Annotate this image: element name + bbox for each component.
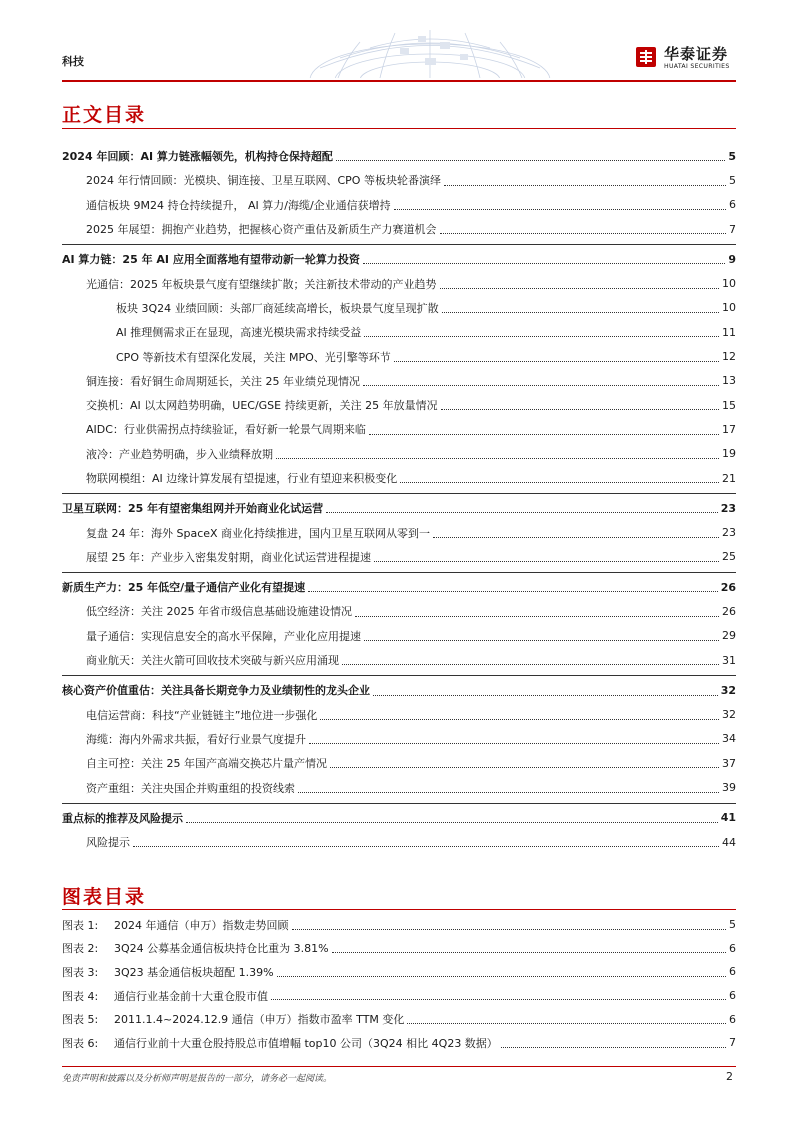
toc-entry[interactable] xyxy=(62,442,736,466)
toc-page-number: 13 xyxy=(722,374,736,388)
figure-number: 图表 4: xyxy=(62,989,99,1003)
figure-page-number: 7 xyxy=(729,1036,736,1050)
figure-title: 3Q24 公募基金通信板块持仓比重为 3.81% xyxy=(114,942,329,956)
toc-entry-title: 2024 年行情回顾：光模块、铜连接、卫星互联网、CPO 等板块轮番演绎 xyxy=(86,174,441,188)
toc-leader-dots xyxy=(363,263,726,264)
toc-page-number: 44 xyxy=(722,835,736,849)
toc-entry[interactable] xyxy=(62,296,736,320)
toc-page-number: 9 xyxy=(728,252,736,266)
toc-heading-rule xyxy=(62,128,736,129)
toc-entry[interactable] xyxy=(62,775,736,799)
toc-page-number: 21 xyxy=(722,471,736,485)
page-number: 2 xyxy=(726,1070,733,1083)
figure-entry[interactable] xyxy=(62,1007,736,1031)
toc-leader-dots xyxy=(442,312,719,313)
toc-page-number: 7 xyxy=(729,222,736,236)
logo-chinese-name: 华泰证券 xyxy=(664,45,729,63)
figure-entry[interactable] xyxy=(62,984,736,1008)
toc-page-number: 23 xyxy=(722,526,736,540)
toc-entry-title: 核心资产价值重估：关注具备长期竞争力及业绩韧性的龙头企业 xyxy=(62,684,370,698)
toc-page-number: 39 xyxy=(722,781,736,795)
toc-leader-dots xyxy=(440,233,727,234)
huatai-logo-icon xyxy=(634,45,658,69)
toc-entry-title: 2025 年展望：拥抱产业趋势，把握核心资产重估及新质生产力赛道机会 xyxy=(86,223,437,237)
toc-page-number: 29 xyxy=(722,629,736,643)
toc-leader-dots xyxy=(364,336,719,337)
toc-page-number: 26 xyxy=(720,580,736,594)
toc-heading: 正文目录 xyxy=(62,104,147,126)
toc-page-number: 15 xyxy=(722,398,736,412)
toc-leader-dots xyxy=(363,385,719,386)
toc-entry-title: AI 推理侧需求正在显现，高速光模块需求持续受益 xyxy=(116,326,362,340)
figure-page-number: 6 xyxy=(729,941,736,955)
footer-divider xyxy=(62,1066,736,1067)
toc-page-number: 17 xyxy=(722,422,736,436)
toc-page-number: 25 xyxy=(722,550,736,564)
toc-entry[interactable] xyxy=(62,703,736,727)
toc-entry[interactable] xyxy=(62,599,736,623)
toc-entry-title: 展望 25 年：产业步入密集发射期，商业化试运营进程提速 xyxy=(86,550,371,564)
figure-number: 图表 5: xyxy=(62,1013,99,1027)
toc-group-rule xyxy=(62,803,736,804)
toc-entry[interactable] xyxy=(62,545,736,569)
toc-entry-title: AI 算力链：25 年 AI 应用全面落地有望带动新一轮算力投资 xyxy=(62,253,360,267)
toc-entry-title: AIDC：行业供需拐点持续验证，看好新一轮景气周期来临 xyxy=(86,423,366,437)
toc-page-number: 31 xyxy=(722,653,736,667)
figure-page-number: 5 xyxy=(729,918,736,932)
toc-entry-title: 商业航天：关注火箭可回收技术突破与新兴应用涌现 xyxy=(86,654,339,668)
toc-leader-dots xyxy=(342,664,719,665)
footer-disclaimer: 免责声明和披露以及分析师声明是报告的一部分，请务必一起阅读。 xyxy=(62,1074,333,1084)
toc-leader-dots xyxy=(336,160,725,161)
toc-entry-title: 液冷：产业趋势明确，步入业绩释放期 xyxy=(86,447,273,461)
toc-leader-dots xyxy=(433,537,719,538)
figure-number: 图表 1: xyxy=(62,918,99,932)
figure-leader-dots xyxy=(277,976,726,977)
figure-entry[interactable] xyxy=(62,960,736,984)
figure-leader-dots xyxy=(332,952,726,953)
toc-entry[interactable] xyxy=(62,217,736,241)
toc-entry[interactable] xyxy=(62,496,736,520)
toc-page-number: 32 xyxy=(720,683,736,697)
toc-leader-dots xyxy=(374,561,719,562)
toc-entry[interactable] xyxy=(62,466,736,490)
toc-leader-dots xyxy=(186,822,718,823)
toc-entry-title: 2024 年回顾：AI 算力链涨幅领先，机构持仓保持超配 xyxy=(62,150,333,164)
toc-group-rule xyxy=(62,493,736,494)
logo-english-name: HUATAI SECURITIES xyxy=(664,63,730,70)
toc-page-number: 11 xyxy=(722,325,736,339)
toc-entry[interactable] xyxy=(62,678,736,702)
figure-number: 图表 6: xyxy=(62,1036,99,1050)
section-label: 科技 xyxy=(62,55,84,68)
toc-entry[interactable] xyxy=(62,247,736,271)
toc-entry[interactable] xyxy=(62,727,736,751)
toc-entry-title: 重点标的推荐及风险提示 xyxy=(62,811,183,825)
figure-title: 2024 年通信（申万）指数走势回顾 xyxy=(114,918,289,932)
toc-leader-dots xyxy=(373,695,718,696)
toc-entry[interactable] xyxy=(62,393,736,417)
toc-leader-dots xyxy=(308,591,718,592)
toc-group-rule xyxy=(62,244,736,245)
figure-leader-dots xyxy=(292,929,727,930)
toc-entry[interactable] xyxy=(62,830,736,854)
toc-entry[interactable] xyxy=(62,624,736,648)
huatai-logo xyxy=(634,44,738,74)
toc-page-number: 34 xyxy=(722,732,736,746)
toc-leader-dots xyxy=(364,640,719,641)
figure-entry[interactable] xyxy=(62,1031,736,1055)
toc-page-number: 10 xyxy=(722,301,736,315)
toc-group-rule xyxy=(62,675,736,676)
toc-entry[interactable] xyxy=(62,520,736,544)
toc-page-number: 32 xyxy=(722,708,736,722)
toc-entry[interactable] xyxy=(62,193,736,217)
toc-page-number: 5 xyxy=(728,149,736,163)
toc-entry-title: 铜连接：看好铜生命周期延长，关注 25 年业绩兑现情况 xyxy=(86,374,360,388)
toc-entry[interactable] xyxy=(62,417,736,441)
figure-title: 3Q23 基金通信板块超配 1.39% xyxy=(114,965,274,979)
toc-entry[interactable] xyxy=(62,320,736,344)
toc-leader-dots xyxy=(320,719,719,720)
toc-entry-title: 电信运营商：科技“产业链链主”地位进一步强化 xyxy=(86,708,318,722)
toc-leader-dots xyxy=(394,361,719,362)
toc-entry[interactable] xyxy=(62,144,736,168)
toc-leader-dots xyxy=(309,743,719,744)
figure-page-number: 6 xyxy=(729,965,736,979)
globe-watermark-icon xyxy=(300,28,560,78)
figure-leader-dots xyxy=(271,999,726,1000)
toc-leader-dots xyxy=(440,288,720,289)
toc-page-number: 10 xyxy=(722,277,736,291)
toc-page-number: 37 xyxy=(722,756,736,770)
toc-page-number: 5 xyxy=(729,173,736,187)
list-of-figures xyxy=(62,913,736,1055)
toc-entry[interactable] xyxy=(62,344,736,368)
toc-entry-title: 卫星互联网：25 年有望密集组网并开始商业化试运营 xyxy=(62,502,324,516)
figures-heading-rule xyxy=(62,909,736,910)
toc-entry-title: 海缆：海内外需求共振，看好行业景气度提升 xyxy=(86,732,306,746)
figure-leader-dots xyxy=(407,1023,726,1024)
toc-page-number: 19 xyxy=(722,447,736,461)
header-divider xyxy=(62,80,736,82)
toc-entry[interactable] xyxy=(62,271,736,295)
toc-leader-dots xyxy=(326,512,718,513)
figure-title: 2011.1.4~2024.12.9 通信（申万）指数市盈率 TTM 变化 xyxy=(114,1013,405,1027)
figure-entry[interactable] xyxy=(62,937,736,961)
toc-page-number: 12 xyxy=(722,350,736,364)
toc-entry[interactable] xyxy=(62,575,736,599)
figure-number: 图表 2: xyxy=(62,942,99,956)
toc-page-number: 23 xyxy=(720,501,736,515)
toc-leader-dots xyxy=(133,846,719,847)
toc-entry[interactable] xyxy=(62,806,736,830)
toc-leader-dots xyxy=(441,409,719,410)
figure-page-number: 6 xyxy=(729,989,736,1003)
toc-entry-title: 物联网模组：AI 边缘计算发展有望提速，行业有望迎来积极变化 xyxy=(86,472,398,485)
toc-entry-title: CPO 等新技术有望深化发展，关注 MPO、光引擎等环节 xyxy=(116,350,391,364)
toc-entry-title: 低空经济：关注 2025 年省市级信息基础设施建设情况 xyxy=(86,605,352,619)
toc-entry[interactable] xyxy=(62,648,736,672)
toc-entry-title: 自主可控：关注 25 年国产高端交换芯片量产情况 xyxy=(86,757,327,771)
toc-group-rule xyxy=(62,572,736,573)
toc-leader-dots xyxy=(355,616,719,617)
toc-entry-title: 光通信：2025 年板块景气度有望继续扩散；关注新技术带动的产业趋势 xyxy=(86,277,437,291)
figure-title: 通信行业前十大重仓股持股总市值增幅 top10 公司（3Q24 相比 4Q23 数据） xyxy=(114,1036,498,1050)
toc-leader-dots xyxy=(400,482,719,483)
toc-entry-title: 资产重组：关注央国企并购重组的投资线索 xyxy=(86,781,295,795)
figure-page-number: 6 xyxy=(729,1012,736,1026)
toc-entry-title: 量子通信：实现信息安全的高水平保障，产业化应用提速 xyxy=(86,629,361,643)
toc-page-number: 26 xyxy=(722,604,736,618)
toc-entry-title: 通信板块 9M24 持仓持续提升， AI 算力/海缆/企业通信获增持 xyxy=(86,198,391,212)
toc-entry-title: 复盘 24 年：海外 SpaceX 商业化持续推进，国内卫星互联网从零到一 xyxy=(86,526,431,540)
figure-title: 通信行业基金前十大重仓股市值 xyxy=(114,989,268,1003)
toc-entry-title: 板块 3Q24 业绩回顾：头部厂商延续高增长，板块景气度呈现扩散 xyxy=(116,301,439,315)
toc-entry-title: 新质生产力：25 年低空/量子通信产业化有望提速 xyxy=(62,581,306,595)
figures-heading: 图表目录 xyxy=(62,886,147,908)
toc-entry[interactable] xyxy=(62,751,736,775)
table-of-contents xyxy=(62,144,736,854)
toc-page-number: 41 xyxy=(720,811,736,825)
toc-entry-title: 交换机：AI 以太网趋势明确，UEC/GSE 持续更新，关注 25 年放量情况 xyxy=(86,399,438,413)
figure-leader-dots xyxy=(501,1047,726,1048)
figure-number: 图表 3: xyxy=(62,965,99,979)
toc-leader-dots xyxy=(369,434,719,435)
toc-entry-title: 风险提示 xyxy=(86,836,130,850)
figure-entry[interactable] xyxy=(62,913,736,937)
toc-page-number: 6 xyxy=(729,198,736,212)
toc-leader-dots xyxy=(394,209,726,210)
toc-entry[interactable] xyxy=(62,369,736,393)
toc-leader-dots xyxy=(276,458,719,459)
page-header xyxy=(0,0,794,82)
toc-leader-dots xyxy=(298,792,719,793)
toc-leader-dots xyxy=(444,185,726,186)
toc-leader-dots xyxy=(330,767,719,768)
toc-entry[interactable] xyxy=(62,168,736,192)
